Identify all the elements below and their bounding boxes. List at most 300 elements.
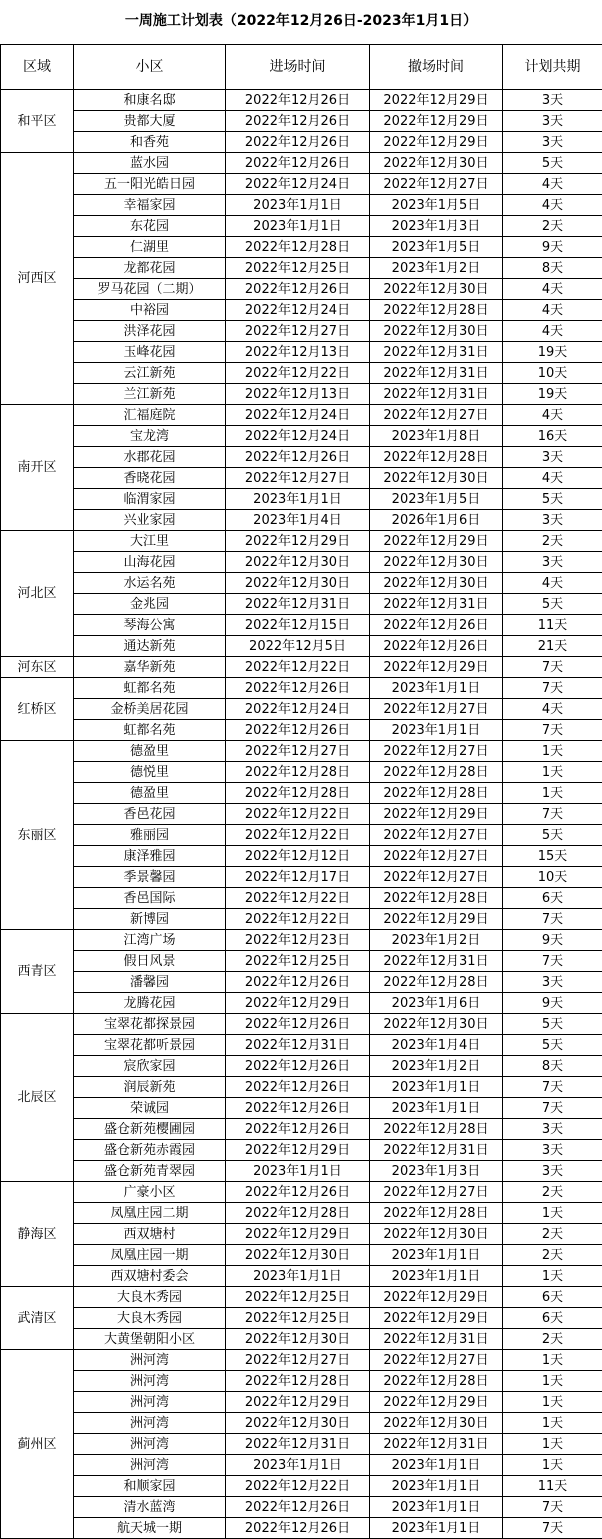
community-cell: 盛仓新苑樱圃园 <box>74 1119 226 1140</box>
end-date-cell: 2022年12月31日 <box>370 1140 503 1161</box>
community-cell: 兰江新苑 <box>74 384 226 405</box>
community-cell: 德悦里 <box>74 762 226 783</box>
community-cell: 中裕园 <box>74 300 226 321</box>
community-cell: 琴海公寓 <box>74 615 226 636</box>
duration-cell: 1天 <box>503 1434 602 1455</box>
start-date-cell: 2022年12月27日 <box>226 1350 370 1371</box>
community-cell: 金兆园 <box>74 594 226 615</box>
start-date-cell: 2022年12月22日 <box>226 909 370 930</box>
community-cell: 大良木秀园 <box>74 1308 226 1329</box>
end-date-cell: 2022年12月29日 <box>370 1308 503 1329</box>
community-cell: 洲河湾 <box>74 1371 226 1392</box>
end-date-cell: 2023年1月5日 <box>370 489 503 510</box>
district-cell: 和平区 <box>1 90 74 153</box>
end-date-cell: 2023年1月1日 <box>370 678 503 699</box>
district-cell: 河东区 <box>1 657 74 678</box>
table-row <box>1 573 602 594</box>
duration-cell: 4天 <box>503 321 602 342</box>
end-date-cell: 2023年1月1日 <box>370 1098 503 1119</box>
start-date-cell: 2022年12月29日 <box>226 1140 370 1161</box>
table-row <box>1 1308 602 1329</box>
community-cell: 香晓花园 <box>74 468 226 489</box>
table-row <box>1 1413 602 1434</box>
start-date-cell: 2023年1月1日 <box>226 216 370 237</box>
community-cell: 宝翠花都听景园 <box>74 1035 226 1056</box>
table-row <box>1 888 602 909</box>
start-date-cell: 2022年12月26日 <box>226 279 370 300</box>
end-date-cell: 2022年12月30日 <box>370 1413 503 1434</box>
table-row <box>1 342 602 363</box>
community-cell: 贵都大厦 <box>74 111 226 132</box>
community-cell: 玉峰花园 <box>74 342 226 363</box>
duration-cell: 2天 <box>503 1224 602 1245</box>
end-date-cell: 2023年1月8日 <box>370 426 503 447</box>
end-date-cell: 2022年12月28日 <box>370 447 503 468</box>
end-date-cell: 2022年12月27日 <box>370 699 503 720</box>
table-row <box>1 1497 602 1518</box>
end-date-cell: 2022年12月30日 <box>370 279 503 300</box>
start-date-cell: 2022年12月27日 <box>226 321 370 342</box>
start-date-cell: 2022年12月30日 <box>226 573 370 594</box>
table-row <box>1 594 602 615</box>
start-date-cell: 2022年12月26日 <box>226 1014 370 1035</box>
community-cell: 清水蓝湾 <box>74 1497 226 1518</box>
duration-cell: 2天 <box>503 531 602 552</box>
end-date-cell: 2022年12月29日 <box>370 1287 503 1308</box>
header-community: 小区 <box>74 45 226 90</box>
table-row <box>1 1203 602 1224</box>
table-row <box>1 531 602 552</box>
table-row <box>1 1434 602 1455</box>
table-row <box>1 216 602 237</box>
duration-cell: 4天 <box>503 300 602 321</box>
community-cell: 新博园 <box>74 909 226 930</box>
duration-cell: 1天 <box>503 1266 602 1287</box>
table-row <box>1 1140 602 1161</box>
community-cell: 凤凰庄园一期 <box>74 1245 226 1266</box>
community-cell: 云江新苑 <box>74 363 226 384</box>
header-start-date: 进场时间 <box>226 45 370 90</box>
duration-cell: 8天 <box>503 258 602 279</box>
start-date-cell: 2022年12月24日 <box>226 426 370 447</box>
community-cell: 洲河湾 <box>74 1434 226 1455</box>
start-date-cell: 2022年12月31日 <box>226 594 370 615</box>
start-date-cell: 2023年1月1日 <box>226 1266 370 1287</box>
duration-cell: 5天 <box>503 594 602 615</box>
duration-cell: 3天 <box>503 111 602 132</box>
start-date-cell: 2022年12月15日 <box>226 615 370 636</box>
community-cell: 龙腾花园 <box>74 993 226 1014</box>
table-row <box>1 1098 602 1119</box>
duration-cell: 9天 <box>503 993 602 1014</box>
start-date-cell: 2022年12月30日 <box>226 1329 370 1350</box>
community-cell: 康泽雅园 <box>74 846 226 867</box>
duration-cell: 7天 <box>503 1497 602 1518</box>
start-date-cell: 2022年12月17日 <box>226 867 370 888</box>
end-date-cell: 2022年12月30日 <box>370 1224 503 1245</box>
duration-cell: 2天 <box>503 216 602 237</box>
duration-cell: 3天 <box>503 972 602 993</box>
community-cell: 德盈里 <box>74 741 226 762</box>
table-row <box>1 1287 602 1308</box>
table-row <box>1 1056 602 1077</box>
header-duration: 计划共期 <box>503 45 602 90</box>
table-row <box>1 846 602 867</box>
end-date-cell: 2022年12月31日 <box>370 1434 503 1455</box>
duration-cell: 2天 <box>503 1245 602 1266</box>
community-cell: 水郡花园 <box>74 447 226 468</box>
duration-cell: 7天 <box>503 1518 602 1539</box>
start-date-cell: 2022年12月28日 <box>226 783 370 804</box>
table-row <box>1 90 602 111</box>
duration-cell: 6天 <box>503 888 602 909</box>
start-date-cell: 2022年12月31日 <box>226 1035 370 1056</box>
community-cell: 洪泽花园 <box>74 321 226 342</box>
start-date-cell: 2022年12月28日 <box>226 1371 370 1392</box>
duration-cell: 7天 <box>503 720 602 741</box>
end-date-cell: 2022年12月31日 <box>370 363 503 384</box>
duration-cell: 11天 <box>503 1476 602 1497</box>
table-row <box>1 174 602 195</box>
community-cell: 龙都花园 <box>74 258 226 279</box>
table-row <box>1 909 602 930</box>
duration-cell: 21天 <box>503 636 602 657</box>
table-row <box>1 699 602 720</box>
start-date-cell: 2022年12月26日 <box>226 1077 370 1098</box>
duration-cell: 7天 <box>503 951 602 972</box>
duration-cell: 5天 <box>503 1014 602 1035</box>
start-date-cell: 2022年12月25日 <box>226 951 370 972</box>
end-date-cell: 2022年12月26日 <box>370 615 503 636</box>
start-date-cell: 2022年12月13日 <box>226 384 370 405</box>
community-cell: 蓝水园 <box>74 153 226 174</box>
community-cell: 虹都名苑 <box>74 720 226 741</box>
end-date-cell: 2022年12月27日 <box>370 825 503 846</box>
community-cell: 通达新苑 <box>74 636 226 657</box>
table-row <box>1 1014 602 1035</box>
start-date-cell: 2022年12月22日 <box>226 363 370 384</box>
end-date-cell: 2023年1月2日 <box>370 1056 503 1077</box>
duration-cell: 10天 <box>503 867 602 888</box>
district-cell: 北辰区 <box>1 1014 74 1182</box>
community-cell: 江湾广场 <box>74 930 226 951</box>
table-row <box>1 615 602 636</box>
start-date-cell: 2022年12月24日 <box>226 699 370 720</box>
duration-cell: 11天 <box>503 615 602 636</box>
end-date-cell: 2022年12月28日 <box>370 1203 503 1224</box>
start-date-cell: 2022年12月26日 <box>226 90 370 111</box>
community-cell: 水运名苑 <box>74 573 226 594</box>
duration-cell: 5天 <box>503 153 602 174</box>
start-date-cell: 2022年12月29日 <box>226 531 370 552</box>
end-date-cell: 2022年12月31日 <box>370 594 503 615</box>
community-cell: 大黄堡朝阳小区 <box>74 1329 226 1350</box>
table-row <box>1 384 602 405</box>
table-row <box>1 468 602 489</box>
start-date-cell: 2022年12月12日 <box>226 846 370 867</box>
table-row <box>1 993 602 1014</box>
table-row <box>1 237 602 258</box>
duration-cell: 7天 <box>503 678 602 699</box>
table-row <box>1 804 602 825</box>
community-cell: 和顺家园 <box>74 1476 226 1497</box>
end-date-cell: 2023年1月2日 <box>370 258 503 279</box>
community-cell: 和康名邸 <box>74 90 226 111</box>
district-cell: 蓟州区 <box>1 1350 74 1539</box>
community-cell: 仁湖里 <box>74 237 226 258</box>
end-date-cell: 2022年12月29日 <box>370 804 503 825</box>
community-cell: 兴业家园 <box>74 510 226 531</box>
duration-cell: 3天 <box>503 132 602 153</box>
end-date-cell: 2022年12月29日 <box>370 909 503 930</box>
end-date-cell: 2022年12月29日 <box>370 657 503 678</box>
table-row <box>1 825 602 846</box>
end-date-cell: 2022年12月28日 <box>370 762 503 783</box>
start-date-cell: 2022年12月27日 <box>226 741 370 762</box>
duration-cell: 5天 <box>503 489 602 510</box>
header-district: 区域 <box>1 45 74 90</box>
duration-cell: 5天 <box>503 825 602 846</box>
community-cell: 洲河湾 <box>74 1413 226 1434</box>
table-row <box>1 1371 602 1392</box>
table-row <box>1 195 602 216</box>
start-date-cell: 2022年12月26日 <box>226 972 370 993</box>
duration-cell: 4天 <box>503 699 602 720</box>
table-row <box>1 300 602 321</box>
end-date-cell: 2023年1月1日 <box>370 720 503 741</box>
community-cell: 大良木秀园 <box>74 1287 226 1308</box>
start-date-cell: 2022年12月26日 <box>226 1182 370 1203</box>
table-row <box>1 1224 602 1245</box>
table-row <box>1 1455 602 1476</box>
start-date-cell: 2022年12月30日 <box>226 1413 370 1434</box>
start-date-cell: 2022年12月28日 <box>226 1203 370 1224</box>
duration-cell: 7天 <box>503 1098 602 1119</box>
duration-cell: 1天 <box>503 762 602 783</box>
community-cell: 季景馨园 <box>74 867 226 888</box>
table-row <box>1 321 602 342</box>
start-date-cell: 2022年12月25日 <box>226 258 370 279</box>
end-date-cell: 2022年12月30日 <box>370 153 503 174</box>
duration-cell: 5天 <box>503 1035 602 1056</box>
community-cell: 洲河湾 <box>74 1392 226 1413</box>
end-date-cell: 2022年12月28日 <box>370 300 503 321</box>
table-row <box>1 552 602 573</box>
end-date-cell: 2022年12月27日 <box>370 867 503 888</box>
community-cell: 幸福家园 <box>74 195 226 216</box>
end-date-cell: 2022年12月28日 <box>370 1119 503 1140</box>
header-row <box>1 45 602 90</box>
duration-cell: 1天 <box>503 783 602 804</box>
district-cell: 红桥区 <box>1 678 74 741</box>
table-row <box>1 867 602 888</box>
duration-cell: 4天 <box>503 468 602 489</box>
end-date-cell: 2022年12月30日 <box>370 468 503 489</box>
duration-cell: 7天 <box>503 909 602 930</box>
table-row <box>1 132 602 153</box>
start-date-cell: 2022年12月28日 <box>226 237 370 258</box>
table-row <box>1 111 602 132</box>
community-cell: 香邑花园 <box>74 804 226 825</box>
table-row <box>1 1266 602 1287</box>
start-date-cell: 2022年12月27日 <box>226 468 370 489</box>
end-date-cell: 2022年12月28日 <box>370 888 503 909</box>
end-date-cell: 2022年12月26日 <box>370 636 503 657</box>
duration-cell: 1天 <box>503 1203 602 1224</box>
table-row <box>1 1392 602 1413</box>
end-date-cell: 2023年1月4日 <box>370 1035 503 1056</box>
community-cell: 罗马花园（二期） <box>74 279 226 300</box>
duration-cell: 6天 <box>503 1308 602 1329</box>
start-date-cell: 2022年12月31日 <box>226 1434 370 1455</box>
table-row <box>1 153 602 174</box>
community-cell: 五一阳光皓日园 <box>74 174 226 195</box>
start-date-cell: 2022年12月29日 <box>226 1392 370 1413</box>
table-row <box>1 510 602 531</box>
end-date-cell: 2022年12月29日 <box>370 90 503 111</box>
community-cell: 金桥美居花园 <box>74 699 226 720</box>
duration-cell: 3天 <box>503 510 602 531</box>
end-date-cell: 2023年1月6日 <box>370 993 503 1014</box>
start-date-cell: 2022年12月24日 <box>226 174 370 195</box>
end-date-cell: 2022年12月30日 <box>370 321 503 342</box>
duration-cell: 6天 <box>503 1287 602 1308</box>
district-cell: 静海区 <box>1 1182 74 1287</box>
community-cell: 香邑国际 <box>74 888 226 909</box>
table-row <box>1 1161 602 1182</box>
duration-cell: 3天 <box>503 1140 602 1161</box>
end-date-cell: 2023年1月3日 <box>370 1161 503 1182</box>
start-date-cell: 2023年1月1日 <box>226 195 370 216</box>
end-date-cell: 2023年1月1日 <box>370 1077 503 1098</box>
table-row <box>1 678 602 699</box>
start-date-cell: 2022年12月26日 <box>226 1518 370 1539</box>
start-date-cell: 2022年12月22日 <box>226 804 370 825</box>
table-row <box>1 1518 602 1539</box>
start-date-cell: 2022年12月25日 <box>226 1308 370 1329</box>
end-date-cell: 2023年1月1日 <box>370 1245 503 1266</box>
community-cell: 和香苑 <box>74 132 226 153</box>
duration-cell: 1天 <box>503 1455 602 1476</box>
end-date-cell: 2022年12月30日 <box>370 573 503 594</box>
table-row <box>1 363 602 384</box>
end-date-cell: 2022年12月29日 <box>370 111 503 132</box>
community-cell: 假日风景 <box>74 951 226 972</box>
end-date-cell: 2023年1月1日 <box>370 1266 503 1287</box>
duration-cell: 4天 <box>503 174 602 195</box>
community-cell: 潘馨园 <box>74 972 226 993</box>
end-date-cell: 2022年12月31日 <box>370 951 503 972</box>
district-cell: 东丽区 <box>1 741 74 930</box>
start-date-cell: 2022年12月26日 <box>226 1056 370 1077</box>
duration-cell: 9天 <box>503 237 602 258</box>
start-date-cell: 2023年1月1日 <box>226 489 370 510</box>
schedule-body <box>1 90 602 1539</box>
community-cell: 盛仓新苑青翠园 <box>74 1161 226 1182</box>
duration-cell: 3天 <box>503 1161 602 1182</box>
end-date-cell: 2023年1月1日 <box>370 1476 503 1497</box>
end-date-cell: 2026年1月6日 <box>370 510 503 531</box>
start-date-cell: 2023年1月4日 <box>226 510 370 531</box>
table-row <box>1 405 602 426</box>
duration-cell: 8天 <box>503 1056 602 1077</box>
duration-cell: 1天 <box>503 1350 602 1371</box>
end-date-cell: 2023年1月5日 <box>370 237 503 258</box>
community-cell: 西双塘村委会 <box>74 1266 226 1287</box>
start-date-cell: 2022年12月22日 <box>226 825 370 846</box>
table-row <box>1 657 602 678</box>
start-date-cell: 2022年12月26日 <box>226 1098 370 1119</box>
community-cell: 航天城一期 <box>74 1518 226 1539</box>
start-date-cell: 2022年12月13日 <box>226 342 370 363</box>
end-date-cell: 2022年12月29日 <box>370 1392 503 1413</box>
table-row <box>1 426 602 447</box>
header-end-date: 撤场时间 <box>370 45 503 90</box>
table-row <box>1 1035 602 1056</box>
table-row <box>1 489 602 510</box>
table-row <box>1 279 602 300</box>
table-row <box>1 972 602 993</box>
duration-cell: 19天 <box>503 342 602 363</box>
end-date-cell: 2023年1月2日 <box>370 930 503 951</box>
end-date-cell: 2022年12月29日 <box>370 531 503 552</box>
duration-cell: 1天 <box>503 1371 602 1392</box>
duration-cell: 16天 <box>503 426 602 447</box>
start-date-cell: 2022年12月26日 <box>226 447 370 468</box>
table-row <box>1 741 602 762</box>
community-cell: 广豪小区 <box>74 1182 226 1203</box>
end-date-cell: 2023年1月1日 <box>370 1497 503 1518</box>
end-date-cell: 2022年12月27日 <box>370 1350 503 1371</box>
end-date-cell: 2022年12月30日 <box>370 552 503 573</box>
table-row <box>1 636 602 657</box>
duration-cell: 3天 <box>503 447 602 468</box>
district-cell: 南开区 <box>1 405 74 531</box>
start-date-cell: 2022年12月5日 <box>226 636 370 657</box>
district-cell: 河西区 <box>1 153 74 405</box>
start-date-cell: 2022年12月24日 <box>226 405 370 426</box>
table-row <box>1 447 602 468</box>
start-date-cell: 2022年12月24日 <box>226 300 370 321</box>
community-cell: 雅丽园 <box>74 825 226 846</box>
end-date-cell: 2022年12月27日 <box>370 741 503 762</box>
duration-cell: 7天 <box>503 657 602 678</box>
end-date-cell: 2022年12月27日 <box>370 846 503 867</box>
table-row <box>1 1476 602 1497</box>
start-date-cell: 2022年12月22日 <box>226 657 370 678</box>
start-date-cell: 2022年12月23日 <box>226 930 370 951</box>
community-cell: 东花园 <box>74 216 226 237</box>
start-date-cell: 2022年12月26日 <box>226 132 370 153</box>
duration-cell: 3天 <box>503 90 602 111</box>
start-date-cell: 2023年1月1日 <box>226 1455 370 1476</box>
duration-cell: 4天 <box>503 573 602 594</box>
community-cell: 洲河湾 <box>74 1350 226 1371</box>
start-date-cell: 2022年12月26日 <box>226 153 370 174</box>
table-row <box>1 1329 602 1350</box>
start-date-cell: 2022年12月26日 <box>226 111 370 132</box>
end-date-cell: 2023年1月5日 <box>370 195 503 216</box>
community-cell: 临渭家园 <box>74 489 226 510</box>
end-date-cell: 2022年12月28日 <box>370 972 503 993</box>
end-date-cell: 2022年12月27日 <box>370 405 503 426</box>
community-cell: 虹都名苑 <box>74 678 226 699</box>
start-date-cell: 2022年12月29日 <box>226 993 370 1014</box>
table-row <box>1 1119 602 1140</box>
community-cell: 盛仓新苑赤霞园 <box>74 1140 226 1161</box>
end-date-cell: 2023年1月3日 <box>370 216 503 237</box>
start-date-cell: 2022年12月30日 <box>226 552 370 573</box>
